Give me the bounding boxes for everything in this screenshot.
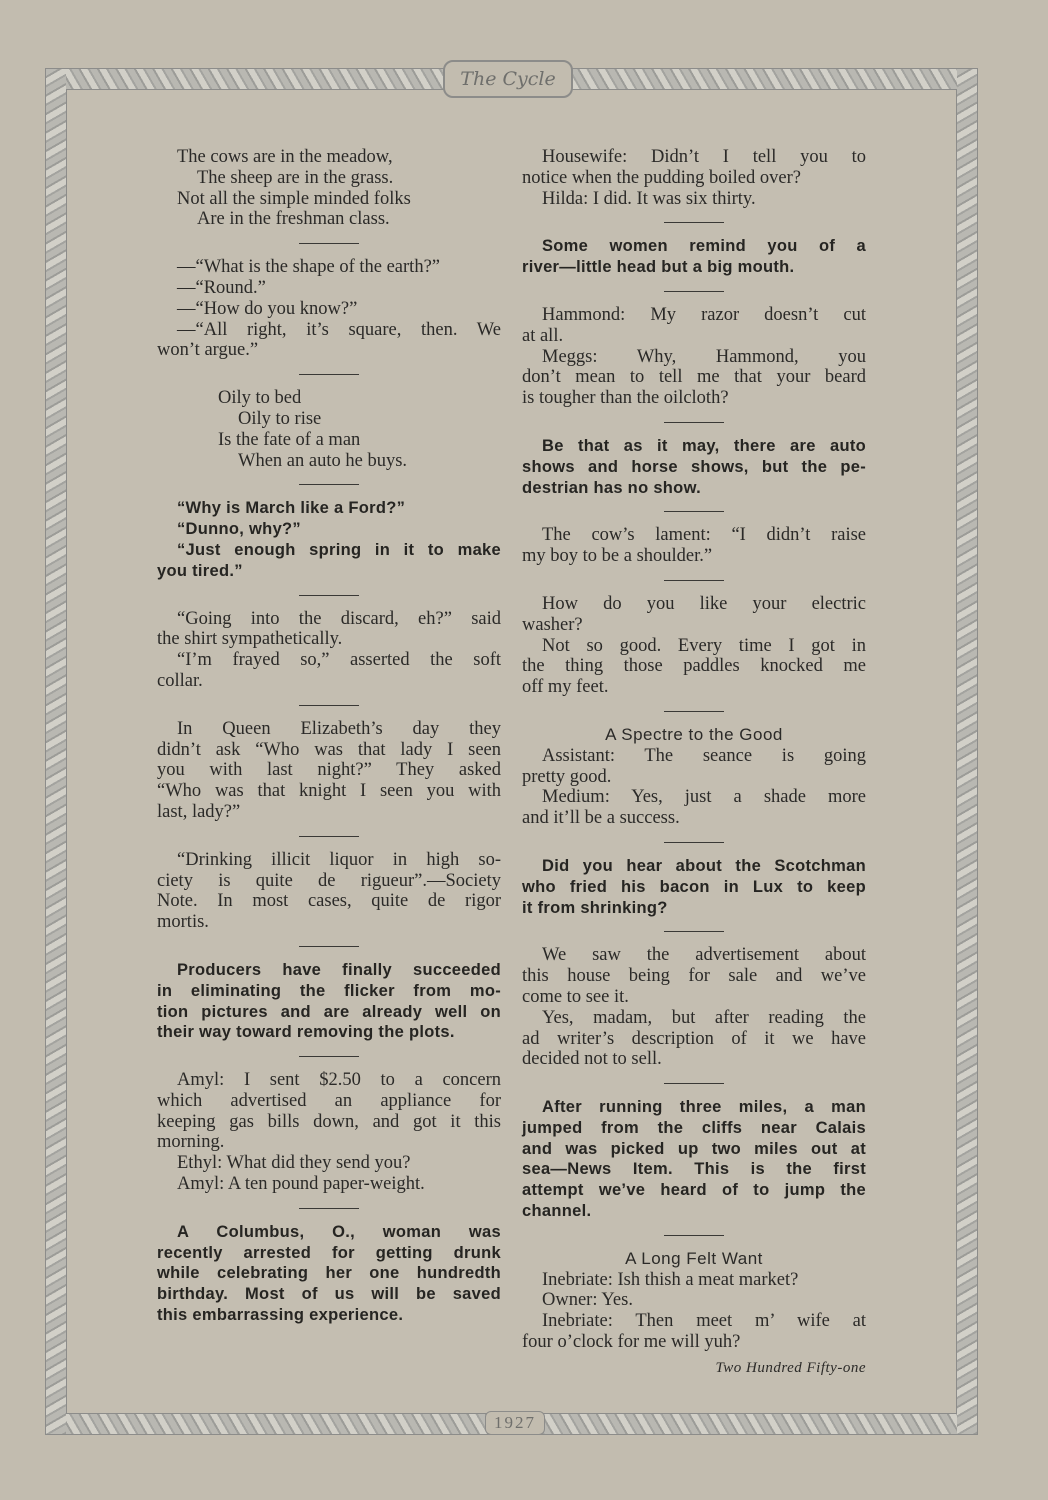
separator-rule xyxy=(157,1195,501,1222)
text-line: channel. xyxy=(522,1202,592,1221)
text-line: Is the fate of a man xyxy=(218,429,361,450)
text-line: The sheep are in the grass. xyxy=(197,167,394,188)
text-line: collar. xyxy=(157,670,203,691)
joke-block xyxy=(157,960,501,1043)
separator-rule xyxy=(522,918,866,945)
joke-block xyxy=(522,305,866,409)
paragraph xyxy=(157,1153,501,1174)
paragraph xyxy=(157,257,501,278)
text-line: notice when the pudding boiled over? xyxy=(522,167,801,188)
joke-block xyxy=(157,719,501,823)
paragraph xyxy=(157,719,501,823)
ribbon-border-left xyxy=(46,69,66,1434)
text-line: the thing those paddles knocked me xyxy=(522,656,866,677)
paragraph xyxy=(522,787,866,829)
text-line: —“What is the shape of the earth?” xyxy=(177,257,440,278)
text-line: recently arrested for getting drunk xyxy=(157,1243,501,1262)
text-line: “Dunno, why?” xyxy=(177,520,301,539)
text-line: “Why is March like a Ford?” xyxy=(177,499,406,518)
paragraph xyxy=(522,236,866,278)
paragraph xyxy=(522,525,866,567)
text-line: four o’clock for me will yuh? xyxy=(522,1332,741,1353)
separator-rule xyxy=(157,361,501,388)
text-line: who fried his bacon in Lux to keep xyxy=(522,877,866,896)
text-line: —“All right, it’s square, then. We xyxy=(177,319,501,340)
separator-rule xyxy=(157,692,501,719)
paragraph xyxy=(522,189,866,210)
joke-block xyxy=(522,147,866,209)
paragraph xyxy=(522,1097,866,1222)
right-column xyxy=(522,147,866,1353)
text-line: A Columbus, O., woman was xyxy=(177,1222,501,1241)
text-line: —“Round.” xyxy=(177,277,266,298)
text-line: which advertised an appliance for xyxy=(157,1090,501,1111)
text-line: and was picked up two miles out at xyxy=(522,1139,866,1158)
joke-block xyxy=(157,147,501,230)
text-line: Some women remind you of a xyxy=(542,237,866,256)
cycle-logo: The Cycle xyxy=(443,60,573,98)
text-line: jumped from the cliffs near Calais xyxy=(522,1118,866,1137)
paragraph xyxy=(157,1222,501,1326)
text-line: is tougher than the oilcloth? xyxy=(522,388,729,409)
separator-rule xyxy=(522,209,866,236)
paragraph xyxy=(522,594,866,636)
text-line: morning. xyxy=(157,1132,225,1153)
text-line: at all. xyxy=(522,325,564,346)
text-line: this embarrassing experience. xyxy=(157,1306,404,1325)
separator-rule xyxy=(522,1222,866,1249)
text-line: shows and horse shows, but the pe- xyxy=(522,457,866,476)
text-line: sea—News Item. This is the first xyxy=(522,1160,866,1179)
paragraph xyxy=(157,1070,501,1153)
paragraph xyxy=(157,960,501,1043)
paragraph xyxy=(522,856,866,918)
text-line: —“How do you know?” xyxy=(177,298,358,319)
separator-rule xyxy=(157,230,501,257)
text-line: Did you hear about the Scotchman xyxy=(542,856,866,875)
text-line: birthday. Most of us will be saved xyxy=(157,1285,501,1304)
text-line: ciety is quite de rigueur”.—Society xyxy=(157,870,501,891)
text-line: ad writer’s description of it we have xyxy=(522,1028,866,1049)
separator-rule xyxy=(522,567,866,594)
text-line: won’t argue.” xyxy=(157,340,259,361)
joke-block xyxy=(522,436,866,498)
text-line: In Queen Elizabeth’s day they xyxy=(177,718,501,739)
text-line: We saw the advertisement about xyxy=(542,945,866,966)
paragraph xyxy=(157,650,501,692)
text-line: you tired.” xyxy=(157,561,243,580)
text-line: When an auto he buys. xyxy=(238,450,408,471)
joke-block xyxy=(522,856,866,918)
separator-rule xyxy=(522,409,866,436)
text-line: Inebriate: Then meet m’ wife at xyxy=(542,1311,866,1332)
text-line: decided not to sell. xyxy=(522,1049,662,1070)
paragraph xyxy=(522,945,866,1007)
paragraph xyxy=(522,147,866,189)
joke-heading: A Spectre to the Good xyxy=(605,724,783,744)
text-line: mortis. xyxy=(157,912,209,933)
joke-block xyxy=(157,609,501,692)
text-line: Meggs: Why, Hammond, you xyxy=(542,346,866,367)
separator-rule xyxy=(522,829,866,856)
paragraph xyxy=(522,1008,866,1070)
text-line: “Just enough spring in it to make xyxy=(177,540,501,559)
text-line: Housewife: Didn’t I tell you to xyxy=(542,147,866,167)
text-line: come to see it. xyxy=(522,986,629,1007)
text-line: Oily to bed xyxy=(218,388,302,409)
text-line: Inebriate: Ish thish a meat market? xyxy=(542,1269,799,1290)
text-line: while celebrating her one hundredth xyxy=(157,1264,501,1283)
year-cartouche: 1927 xyxy=(485,1411,545,1435)
joke-block xyxy=(157,388,501,471)
paragraph xyxy=(157,320,501,362)
text-line: The cows are in the meadow, xyxy=(177,147,393,167)
text-line: Not all the simple minded folks xyxy=(177,188,411,209)
text-line: Ethyl: What did they send you? xyxy=(177,1153,411,1174)
text-line: tion pictures and are already well on xyxy=(157,1002,501,1021)
joke-block xyxy=(522,945,866,1070)
paragraph xyxy=(157,299,501,320)
text-line: this house being for sale and we’ve xyxy=(522,966,866,987)
paragraph xyxy=(157,609,501,651)
paragraph xyxy=(522,305,866,347)
text-line: destrian has no show. xyxy=(522,478,701,497)
text-line: the shirt sympathetically. xyxy=(157,629,343,650)
joke-block xyxy=(522,236,866,278)
text-line: didn’t ask “Who was that lady I seen xyxy=(157,739,501,760)
text-line: Amyl: I sent $2.50 to a concern xyxy=(177,1070,501,1091)
text-line: Medium: Yes, just a shade more xyxy=(542,787,866,808)
left-column xyxy=(157,147,501,1326)
text-line: Producers have finally succeeded xyxy=(177,960,501,979)
joke-block xyxy=(522,725,866,829)
text-line: The cow’s lament: “I didn’t raise xyxy=(542,525,866,546)
paragraph xyxy=(522,1290,866,1311)
joke-block xyxy=(157,850,501,933)
text-line: Hilda: I did. It was six thirty. xyxy=(542,188,756,209)
text-line: off my feet. xyxy=(522,677,609,698)
text-line: pretty good. xyxy=(522,766,612,787)
text-line: Are in the freshman class. xyxy=(197,209,390,230)
paragraph xyxy=(157,540,501,582)
text-line: attempt we’ve heard of to jump the xyxy=(522,1181,866,1200)
text-line: Hammond: My razor doesn’t cut xyxy=(542,304,866,325)
separator-rule xyxy=(157,823,501,850)
joke-block xyxy=(522,1249,866,1353)
text-line: in eliminating the flicker from mo- xyxy=(157,981,501,1000)
text-line: their way toward removing the plots. xyxy=(157,1023,455,1042)
text-line: Yes, madam, but after reading the xyxy=(542,1007,866,1028)
separator-rule xyxy=(522,278,866,305)
paragraph xyxy=(157,850,501,933)
text-line: you with last night?” They asked xyxy=(157,760,501,781)
text-line: my boy to be a shoulder.” xyxy=(522,546,713,567)
text-line: After running three miles, a man xyxy=(542,1098,866,1117)
paragraph xyxy=(522,347,866,409)
text-line: Amyl: A ten pound paper-weight. xyxy=(177,1174,425,1195)
separator-rule xyxy=(157,582,501,609)
text-line: “Who was that knight I seen you with xyxy=(157,781,501,802)
text-line: it from shrinking? xyxy=(522,898,668,917)
paragraph xyxy=(157,278,501,299)
text-line: Be that as it may, there are auto xyxy=(542,436,866,455)
joke-block xyxy=(522,525,866,567)
joke-block xyxy=(522,594,866,698)
text-line: keeping gas bills down, and got it this xyxy=(157,1111,501,1132)
paragraph xyxy=(522,746,866,788)
joke-block xyxy=(157,257,501,361)
joke-block xyxy=(157,1070,501,1195)
separator-rule xyxy=(157,933,501,960)
joke-block xyxy=(522,1097,866,1222)
text-line: don’t mean to tell me that your beard xyxy=(522,367,866,388)
paragraph xyxy=(522,1311,866,1353)
paragraph xyxy=(522,1270,866,1291)
joke-block xyxy=(157,1222,501,1326)
text-line: Assistant: The seance is going xyxy=(542,745,866,766)
paragraph xyxy=(157,498,501,519)
text-line: Note. In most cases, quite de rigor xyxy=(157,891,501,912)
ribbon-border-right xyxy=(957,69,977,1434)
paragraph xyxy=(157,519,501,540)
joke-heading: A Long Felt Want xyxy=(625,1248,763,1268)
text-line: “Drinking illicit liquor in high so- xyxy=(177,849,501,870)
separator-rule xyxy=(522,1070,866,1097)
paragraph xyxy=(157,1174,501,1195)
text-line: “Going into the discard, eh?” said xyxy=(177,608,501,629)
separator-rule xyxy=(522,498,866,525)
text-line: and it’ll be a success. xyxy=(522,808,680,829)
text-line: last, lady?” xyxy=(157,801,241,822)
text-line: washer? xyxy=(522,614,583,635)
page-number: Two Hundred Fifty-one xyxy=(715,1360,866,1376)
text-line: river—little head but a big mouth. xyxy=(522,258,795,277)
paragraph xyxy=(522,436,866,498)
joke-block xyxy=(157,498,501,581)
text-line: Not so good. Every time I got in xyxy=(542,635,866,656)
text-line: “I’m frayed so,” asserted the soft xyxy=(177,650,501,671)
text-line: Owner: Yes. xyxy=(542,1290,633,1311)
separator-rule xyxy=(522,698,866,725)
paragraph xyxy=(522,636,866,698)
text-line: Oily to rise xyxy=(238,408,322,429)
separator-rule xyxy=(157,1043,501,1070)
text-line: How do you like your electric xyxy=(542,593,866,614)
separator-rule xyxy=(157,471,501,498)
